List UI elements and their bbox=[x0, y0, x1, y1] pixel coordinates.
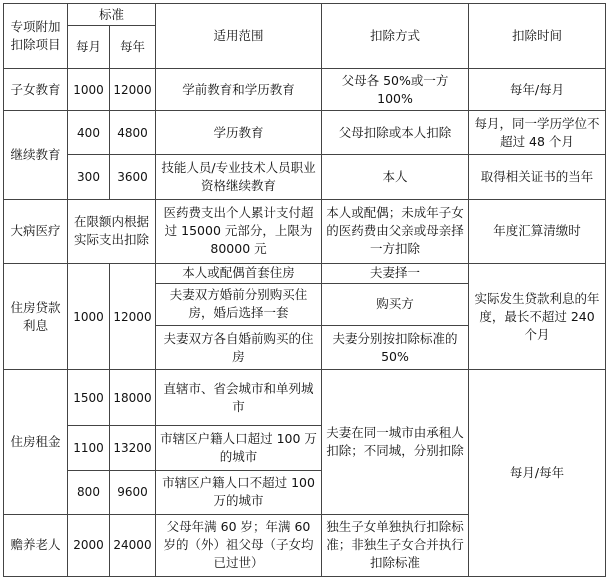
serious-illness-method: 本人或配偶；未成年子女的医药费由父亲或母亲择一方扣除 bbox=[322, 199, 469, 263]
housing-rent-3-monthly: 800 bbox=[68, 470, 110, 514]
item-continuing-education: 继续教育 bbox=[4, 111, 68, 199]
serious-illness-time: 年度汇算清缴时 bbox=[469, 199, 606, 263]
housing-rent-1-monthly: 1500 bbox=[68, 370, 110, 426]
housing-rent-2-scope: 市辖区户籍人口超过 100 万的城市 bbox=[156, 426, 322, 470]
housing-loan-method-2: 购买方 bbox=[322, 283, 469, 325]
continuing-education-1-time: 每月，同一学历学位不超过 48 个月 bbox=[469, 111, 606, 155]
children-education-scope: 学前教育和学历教育 bbox=[156, 69, 322, 111]
item-housing-loan: 住房贷款利息 bbox=[4, 263, 68, 369]
item-children-education: 子女教育 bbox=[4, 69, 68, 111]
elderly-support-scope: 父母年满 60 岁；年满 60 岁的（外）祖父母（子女均已过世） bbox=[156, 514, 322, 576]
housing-loan-method-3: 夫妻分别按扣除标准的 50% bbox=[322, 326, 469, 370]
item-housing-rent: 住房租金 bbox=[4, 370, 68, 514]
housing-rent-1-yearly: 18000 bbox=[110, 370, 156, 426]
children-education-yearly: 12000 bbox=[110, 69, 156, 111]
housing-rent-2-yearly: 13200 bbox=[110, 426, 156, 470]
continuing-education-1-scope: 学历教育 bbox=[156, 111, 322, 155]
children-education-method: 父母各 50%或一方 100% bbox=[322, 69, 469, 111]
row-continuing-education-2 bbox=[4, 155, 606, 199]
housing-rent-3-yearly: 9600 bbox=[110, 470, 156, 514]
continuing-education-2-time: 取得相关证书的当年 bbox=[469, 155, 606, 199]
header-time: 扣除时间 bbox=[469, 4, 606, 69]
continuing-education-2-yearly: 3600 bbox=[110, 155, 156, 199]
header-row-1 bbox=[4, 4, 606, 26]
housing-rent-3-scope: 市辖区户籍人口不超过 100 万的城市 bbox=[156, 470, 322, 514]
header-monthly: 每月 bbox=[68, 26, 110, 69]
special-deduction-table bbox=[3, 3, 606, 577]
housing-rent-method: 夫妻在同一城市由承租人扣除；不同城，分别扣除 bbox=[322, 370, 469, 514]
housing-loan-time: 实际发生贷款利息的年度，最长不超过 240 个月 bbox=[469, 263, 606, 369]
continuing-education-1-yearly: 4800 bbox=[110, 111, 156, 155]
item-serious-illness: 大病医疗 bbox=[4, 199, 68, 263]
housing-loan-scope-2: 夫妻双方婚前分别购买住房，婚后选择一套 bbox=[156, 283, 322, 325]
row-continuing-education-1 bbox=[4, 111, 606, 155]
serious-illness-standard: 在限额内根据实际支出扣除 bbox=[68, 199, 156, 263]
header-standard: 标准 bbox=[68, 4, 156, 26]
row-housing-loan-1 bbox=[4, 263, 606, 283]
header-yearly: 每年 bbox=[110, 26, 156, 69]
housing-loan-scope-3: 夫妻双方各自婚前购买的住房 bbox=[156, 326, 322, 370]
children-education-monthly: 1000 bbox=[68, 69, 110, 111]
continuing-education-1-method: 父母扣除或本人扣除 bbox=[322, 111, 469, 155]
housing-loan-method-1: 夫妻择一 bbox=[322, 263, 469, 283]
row-children-education bbox=[4, 69, 606, 111]
item-elderly-support: 赡养老人 bbox=[4, 514, 68, 576]
header-item: 专项附加扣除项目 bbox=[4, 4, 68, 69]
continuing-education-1-monthly: 400 bbox=[68, 111, 110, 155]
housing-rent-1-scope: 直辖市、省会城市和单列城市 bbox=[156, 370, 322, 426]
row-serious-illness bbox=[4, 199, 606, 263]
shared-deduction-time: 每月/每年 bbox=[469, 370, 606, 577]
serious-illness-scope: 医药费支出个人累计支付超过 15000 元部分，上限为 80000 元 bbox=[156, 199, 322, 263]
continuing-education-2-method: 本人 bbox=[322, 155, 469, 199]
housing-loan-yearly: 12000 bbox=[110, 263, 156, 369]
housing-loan-scope-1: 本人或配偶首套住房 bbox=[156, 263, 322, 283]
children-education-time: 每年/每月 bbox=[469, 69, 606, 111]
elderly-support-yearly: 24000 bbox=[110, 514, 156, 576]
header-method: 扣除方式 bbox=[322, 4, 469, 69]
continuing-education-2-monthly: 300 bbox=[68, 155, 110, 199]
housing-loan-monthly: 1000 bbox=[68, 263, 110, 369]
continuing-education-2-scope: 技能人员/专业技术人员职业资格继续教育 bbox=[156, 155, 322, 199]
header-scope: 适用范围 bbox=[156, 4, 322, 69]
housing-rent-2-monthly: 1100 bbox=[68, 426, 110, 470]
row-housing-rent-1 bbox=[4, 370, 606, 426]
elderly-support-method: 独生子女单独执行扣除标准；非独生子女合并执行扣除标准 bbox=[322, 514, 469, 576]
elderly-support-monthly: 2000 bbox=[68, 514, 110, 576]
